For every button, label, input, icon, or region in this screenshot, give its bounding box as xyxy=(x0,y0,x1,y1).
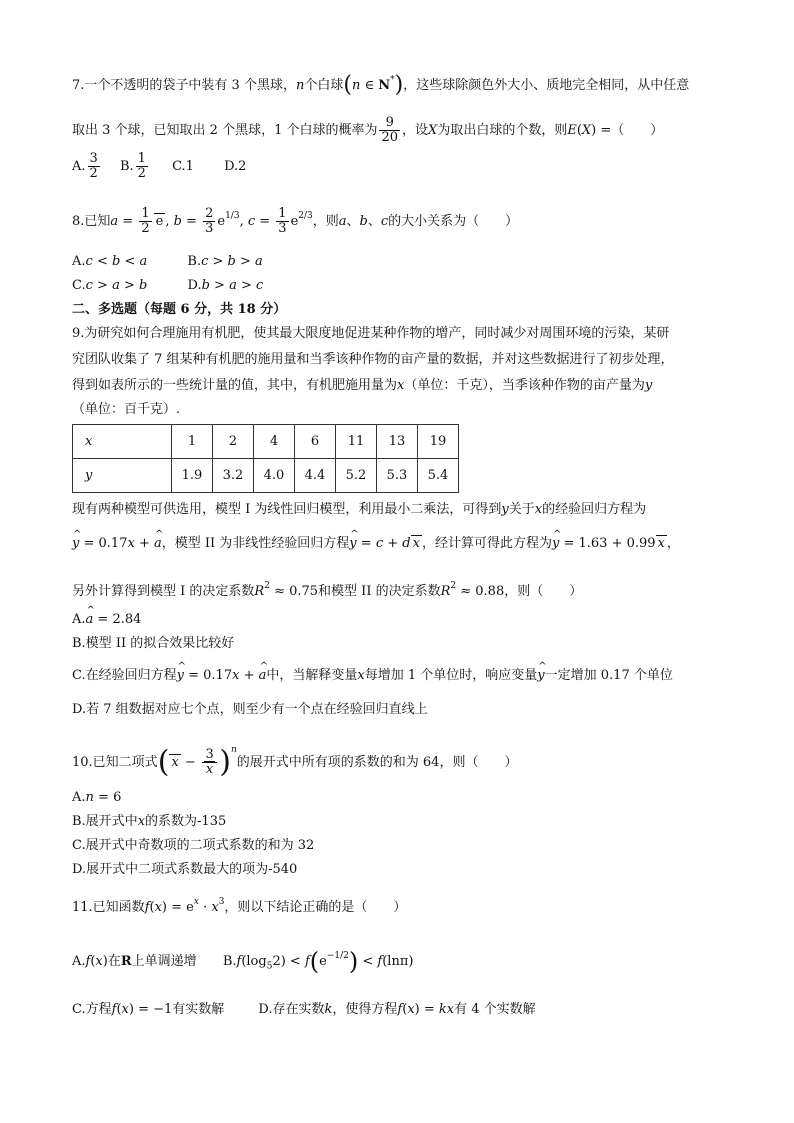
q8-option-c: C.c > a > b xyxy=(72,278,148,293)
q9-line4: （单位：百千克）. xyxy=(72,402,181,417)
q9-line3: 得到如表所示的一些统计量的值，其中，有机肥施用量为x（单位：千克），当季该种作物的亩产量为y xyxy=(72,378,653,393)
q8-option-b: B.c > b > a xyxy=(187,254,263,269)
table-header-y: y xyxy=(73,459,172,493)
table-row-x xyxy=(73,425,459,459)
table-cell: 2 xyxy=(213,425,254,459)
table-cell: 3.2 xyxy=(213,459,254,493)
q9-option-a: A.^ a = 2.84 xyxy=(72,610,734,630)
q9-line2: 究团队收集了 7 组某种有机肥的施用量和当季该种作物的亩产量的数据，并对这些数据进行了初步处理， xyxy=(72,352,674,367)
q7-option-d: D.2 xyxy=(224,159,247,174)
table-cell: 4.4 xyxy=(295,459,336,493)
q8-options-row1 xyxy=(72,252,734,272)
q11-options-row1 xyxy=(72,946,734,977)
q8-option-d: D.b > a > c xyxy=(187,278,264,293)
q7-option-c: C.1 xyxy=(172,159,194,174)
q9-line6: ^ y = 0.17x + ^ a，模型 II 为非线性经验回归方程^ y = c + d x ，经计算可得此方程为^ y = 1.63 + 0.99 x ， xyxy=(72,534,734,554)
table-row-y xyxy=(73,459,459,493)
table-cell: 11 xyxy=(336,425,377,459)
q7-line2: 取出 3 个球，已知取出 2 个黑球，1 个白球的概率为 $\frac{9}{20}$ ，设X为取出白球的个数，则E(X) =（ ） xyxy=(72,115,664,145)
q7-option-b: B. $\frac{1}{2}$ xyxy=(119,151,146,181)
q9-data-table xyxy=(72,424,459,493)
q11-line1: 11.已知函数$f(x) = e^x \cdot x^3$，则以下结论正确的是（ ） xyxy=(72,897,407,915)
table-cell: 4 xyxy=(254,425,295,459)
q9-line1: 9.为研究如何合理施用有机肥，使其最大限度地促进某种作物的增产，同时减少对周围环境的污染，某研 xyxy=(72,326,670,341)
q11-option-a: A.f(x)在R上单调递增 xyxy=(72,954,197,969)
q8-line1: 8.已知a = $\frac{1}{2}$ e , b = $\frac{2}{3}$ $e^{1/3}$, c = $\frac{1}{3}$ $e^{2/3}$，则a、b、c的大小关系为（ ） xyxy=(72,206,519,236)
q10-option-b: B.展开式中x的系数为-135 xyxy=(72,814,227,829)
q10-option-c: C.展开式中奇数项的二项式系数的和为 32 xyxy=(72,838,315,853)
table-cell: 5.4 xyxy=(418,459,459,493)
q10-option-d: D.展开式中二项式系数最大的项为-540 xyxy=(72,862,298,877)
table-cell: 19 xyxy=(418,425,459,459)
q11-option-b: $B.f(\log_52) < f(e^{-1/2}) < f(\ln\pi)$ xyxy=(222,947,414,976)
q11-option-c: C.方程f(x) = −1有实数解 xyxy=(72,1002,225,1017)
q9-option-b: B.模型 II 的拟合效果比较好 xyxy=(72,636,235,651)
q10-option-a: A.n = 6 xyxy=(72,790,122,805)
q8-option-a: A.c < b < a xyxy=(72,254,148,269)
table-cell: 1.9 xyxy=(172,459,213,493)
q11-option-d: D.存在实数k，使得方程f(x) = kx有 4 个实数解 xyxy=(258,1002,536,1017)
q7-option-a: A. $\frac{3}{2}$ xyxy=(72,151,98,181)
q8-options-row2 xyxy=(72,276,734,296)
table-cell: 13 xyxy=(377,425,418,459)
q9-line5: 现有两种模型可供选用，模型 I 为线性回归模型，利用最小二乘法，可得到y关于x的经验回归方程为 xyxy=(72,502,647,517)
q9-line7: 另外计算得到模型 I 的决定系数$R^2 \approx 0.75$和模型 II 的决定系数$R^2 \approx 0.88$，则（ ） xyxy=(72,581,583,599)
table-cell: 6 xyxy=(295,425,336,459)
table-cell: 5.2 xyxy=(336,459,377,493)
q10-line1: 10.已知二项式( x − $\frac{3}{x}$ )$^n$的展开式中所有项的系数的和为 64，则（ ） xyxy=(72,744,518,780)
q7-options xyxy=(72,152,734,181)
table-header-x: x xyxy=(73,425,172,459)
table-cell: 5.3 xyxy=(377,459,418,493)
table-cell: 1 xyxy=(172,425,213,459)
q11-options-row2 xyxy=(72,1000,734,1020)
q9-option-d: D.若 7 组数据对应七个点，则至少有一个点在经验回归直线上 xyxy=(72,702,428,717)
section-heading: 二、多选题（每题 6 分，共 18 分） xyxy=(72,302,287,317)
table-cell: 4.0 xyxy=(254,459,295,493)
q7-line1: 7.一个不透明的袋子中装有 3 个黑球，n个白球(n ∈ N*)，这些球除颜色外大小、质地完全相同，从中任意 xyxy=(72,72,690,98)
q9-option-c: C.在经验回归方程^ y = 0.17x + ^ a中，当解释变量x每增加 1 个单位时，响应变量^ y一定增加 0.17 个单位 xyxy=(72,666,734,686)
